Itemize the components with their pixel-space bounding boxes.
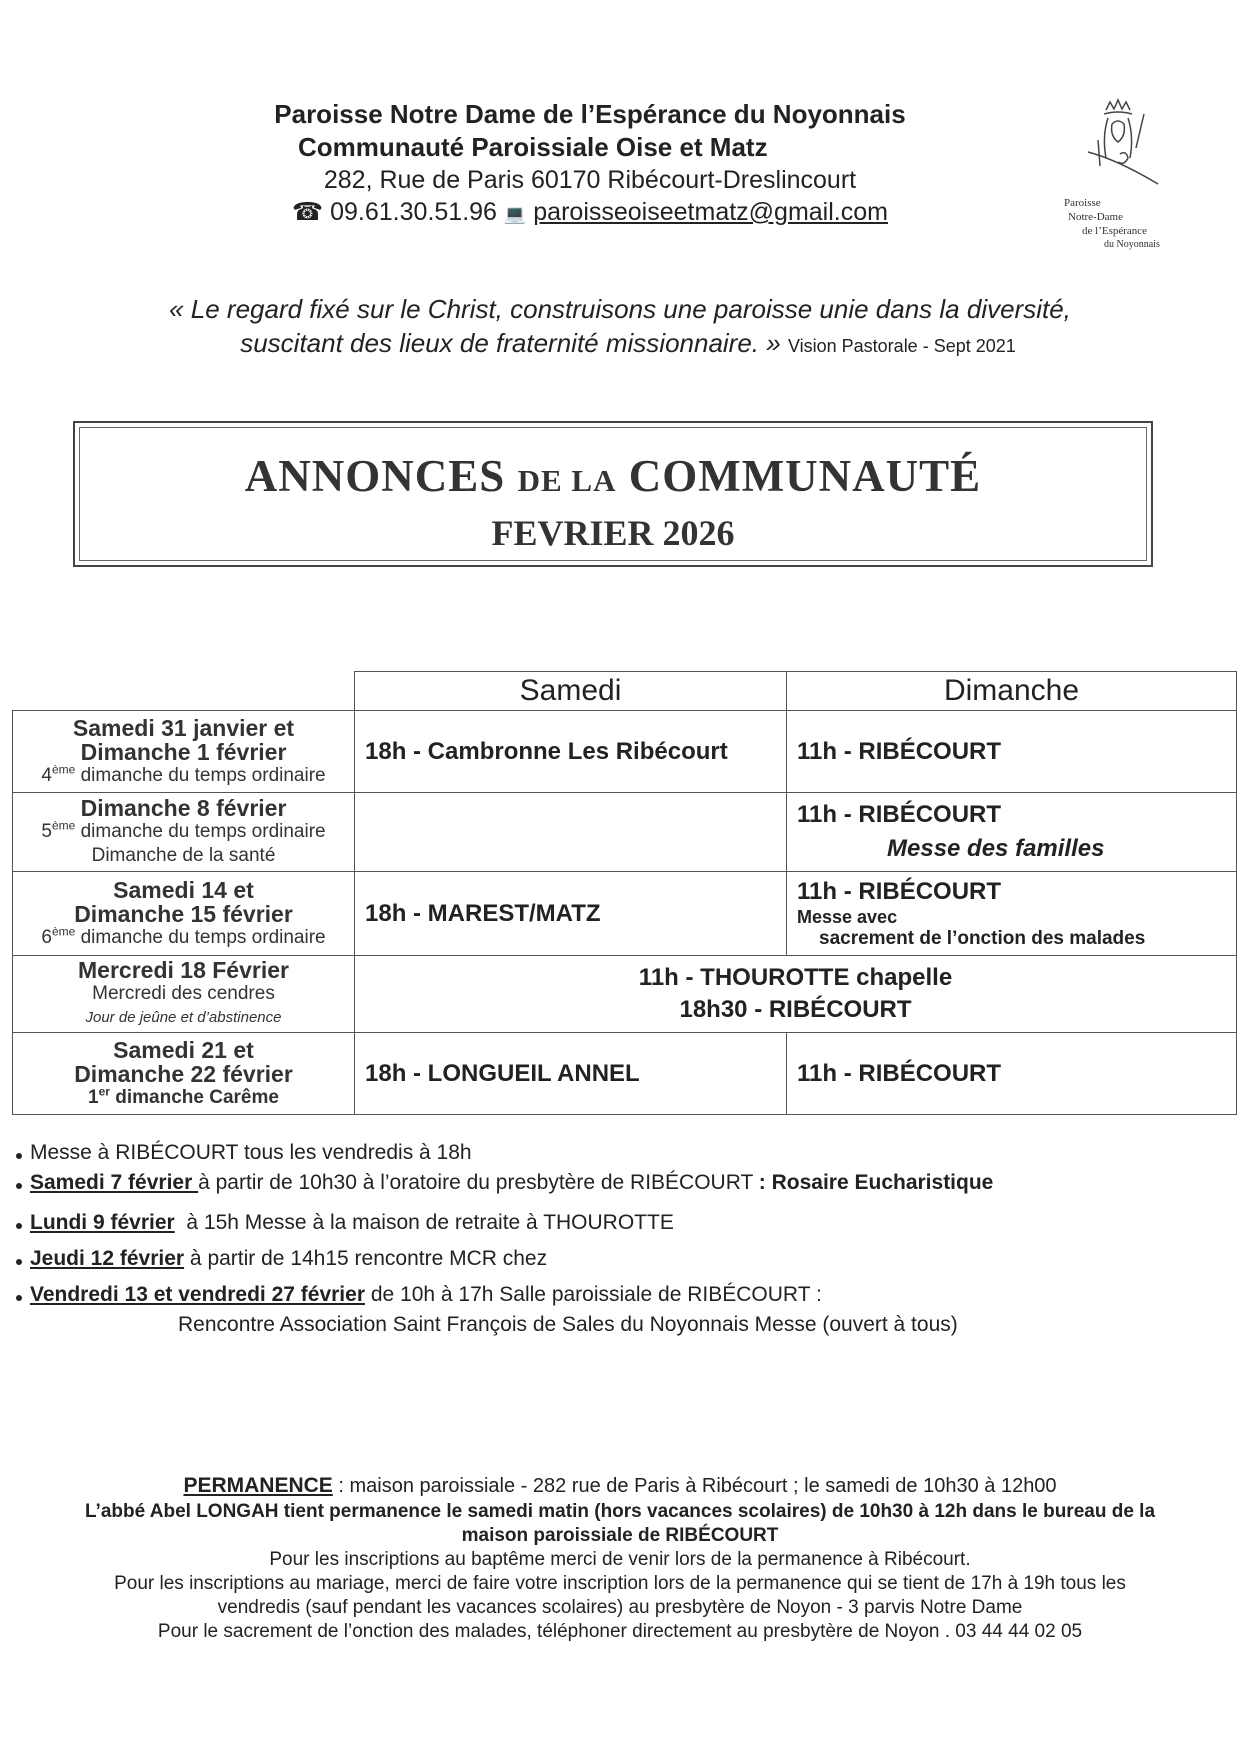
- abbe-line-2: maison paroissiale de RIBÉCOURT: [461, 1525, 779, 1546]
- table-row: [13, 872, 1237, 956]
- logo-caption: Paroisse Notre-Dame de l’Espérance du Noyonnais: [1064, 197, 1160, 250]
- table-row: [13, 793, 1237, 872]
- title-box: [73, 421, 1153, 567]
- parish-address: 282, Rue de Paris 60170 Ribécourt-Dreslincourt: [323, 166, 857, 194]
- abbe-line-1: L’abbé Abel LONGAH tient permanence le samedi matin (hors vacances scolaires) de 10h30 à 12h dans le bureau de la: [84, 1501, 1156, 1522]
- date-cell: Mercredi 18 Février Mercredi des cendres Jour de jeûne et d’abstinence: [13, 956, 355, 1033]
- date-cell: Dimanche 8 février 5ème dimanche du temps ordinaire Dimanche de la santé: [13, 793, 355, 872]
- dimanche-cell: 11h - RIBÉCOURT Messe des familles: [787, 793, 1237, 872]
- title-month: FEVRIER 2026: [491, 513, 735, 553]
- quote-source: Vision Pastorale - Sept 2021: [787, 336, 1016, 356]
- quote-line-1: « Le regard fixé sur le Christ, construisons une paroisse unie dans la diversité,: [169, 294, 1071, 324]
- samedi-cell: 18h - LONGUEIL ANNEL: [355, 1033, 787, 1115]
- computer-icon: 💻: [503, 204, 527, 224]
- samedi-cell: 18h - MAREST/MATZ: [355, 872, 787, 956]
- dimanche-note-1: Messe avec: [797, 906, 898, 927]
- mariage-line-2: vendredis (sauf pendant les vacances scolaires) au presbytère de Noyon - 3 parvis Notre Dame: [217, 1597, 1023, 1618]
- parish-name: Paroisse Notre Dame de l’Espérance du Noyonnais: [274, 99, 906, 129]
- dimanche-note-2: sacrement de l’onction des malades: [819, 927, 1146, 949]
- parish-logo: [1058, 96, 1178, 266]
- title-box-inner: [79, 427, 1147, 561]
- phone-number: 09.61.30.51.96: [330, 198, 497, 226]
- permanence-footer: [12, 1474, 1228, 1644]
- table-row: [13, 1033, 1237, 1115]
- quote-line-2: suscitant des lieux de fraternité missionnaire. » Vision Pastorale - Sept 2021: [240, 328, 1016, 358]
- list-item: Lundi 9 février à 15h Messe à la maison de retraite à THOUROTTE: [14, 1208, 1224, 1238]
- permanence-line: PERMANENCE : maison paroissiale - 282 rue de Paris à Ribécourt ; le samedi de 10h30 à 12h00: [183, 1474, 1057, 1497]
- dimanche-cell: 11h - RIBÉCOURT Messe avec sacrement de l’onction des malades: [787, 872, 1237, 956]
- samedi-cell: 18h - Cambronne Les Ribécourt: [355, 711, 787, 793]
- table-row: [13, 956, 1237, 1033]
- permanence-label: PERMANENCE: [183, 1474, 333, 1497]
- column-header-dimanche: Dimanche: [787, 672, 1237, 711]
- list-item: Samedi 7 février à partir de 10h30 à l’oratoire du presbytère de RIBÉCOURT : Rosaire Eucharistique: [14, 1168, 1224, 1198]
- table-row: [13, 711, 1237, 793]
- merged-cell: 11h - THOUROTTE chapelle 18h30 - RIBÉCOURT: [355, 956, 1237, 1033]
- list-item: Messe à RIBÉCOURT tous les vendredis à 18h: [14, 1138, 1224, 1168]
- community-name: Communauté Paroissiale Oise et Matz: [298, 132, 768, 162]
- date-cell: Samedi 31 janvier et Dimanche 1 février 4ème dimanche du temps ordinaire: [13, 711, 355, 793]
- table-header-row: [13, 672, 1237, 711]
- phone-icon: ☎: [292, 198, 324, 226]
- table-corner: [13, 672, 355, 711]
- onction-line: Pour le sacrement de l’onction des malades, téléphoner directement au presbytère de Noyon . 03 44 44 02 05: [157, 1621, 1083, 1642]
- email-link[interactable]: paroisseoiseetmatz@gmail.com: [533, 198, 888, 226]
- list-item-continuation: Rencontre Association Saint François de Sales du Noyonnais Messe (ouvert à tous): [178, 1313, 958, 1336]
- announcements-list: [14, 1138, 1224, 1340]
- column-header-samedi: Samedi: [355, 672, 787, 711]
- mariage-line-1: Pour les inscriptions au mariage, merci de faire votre inscription lors de la permanence qui se tient de 17h à 19h tous les: [114, 1573, 1126, 1594]
- samedi-cell: [355, 793, 787, 872]
- dimanche-cell: 11h - RIBÉCOURT: [787, 711, 1237, 793]
- pastoral-quote: [60, 292, 1180, 363]
- contact-line: [200, 196, 980, 230]
- date-cell: Samedi 14 et Dimanche 15 février 6ème dimanche du temps ordinaire: [13, 872, 355, 956]
- dimanche-note: Messe des familles: [887, 835, 1105, 862]
- mass-schedule-table: [12, 671, 1237, 1115]
- list-item: Jeudi 12 février à partir de 14h15 rencontre MCR chez: [14, 1244, 1224, 1274]
- dimanche-cell: 11h - RIBÉCOURT: [787, 1033, 1237, 1115]
- title-line-1: ANNONCES DE LA COMMUNAUTÉ: [244, 451, 982, 501]
- parish-header: [200, 98, 980, 230]
- madonna-crown-icon: [1058, 96, 1178, 196]
- list-item: Vendredi 13 et vendredi 27 février de 10h à 17h Salle paroissiale de RIBÉCOURT :: [14, 1280, 1224, 1310]
- bapteme-line: Pour les inscriptions au baptême merci de venir lors de la permanence à Ribécourt.: [269, 1549, 971, 1570]
- date-cell: Samedi 21 et Dimanche 22 février 1er dimanche Carême: [13, 1033, 355, 1115]
